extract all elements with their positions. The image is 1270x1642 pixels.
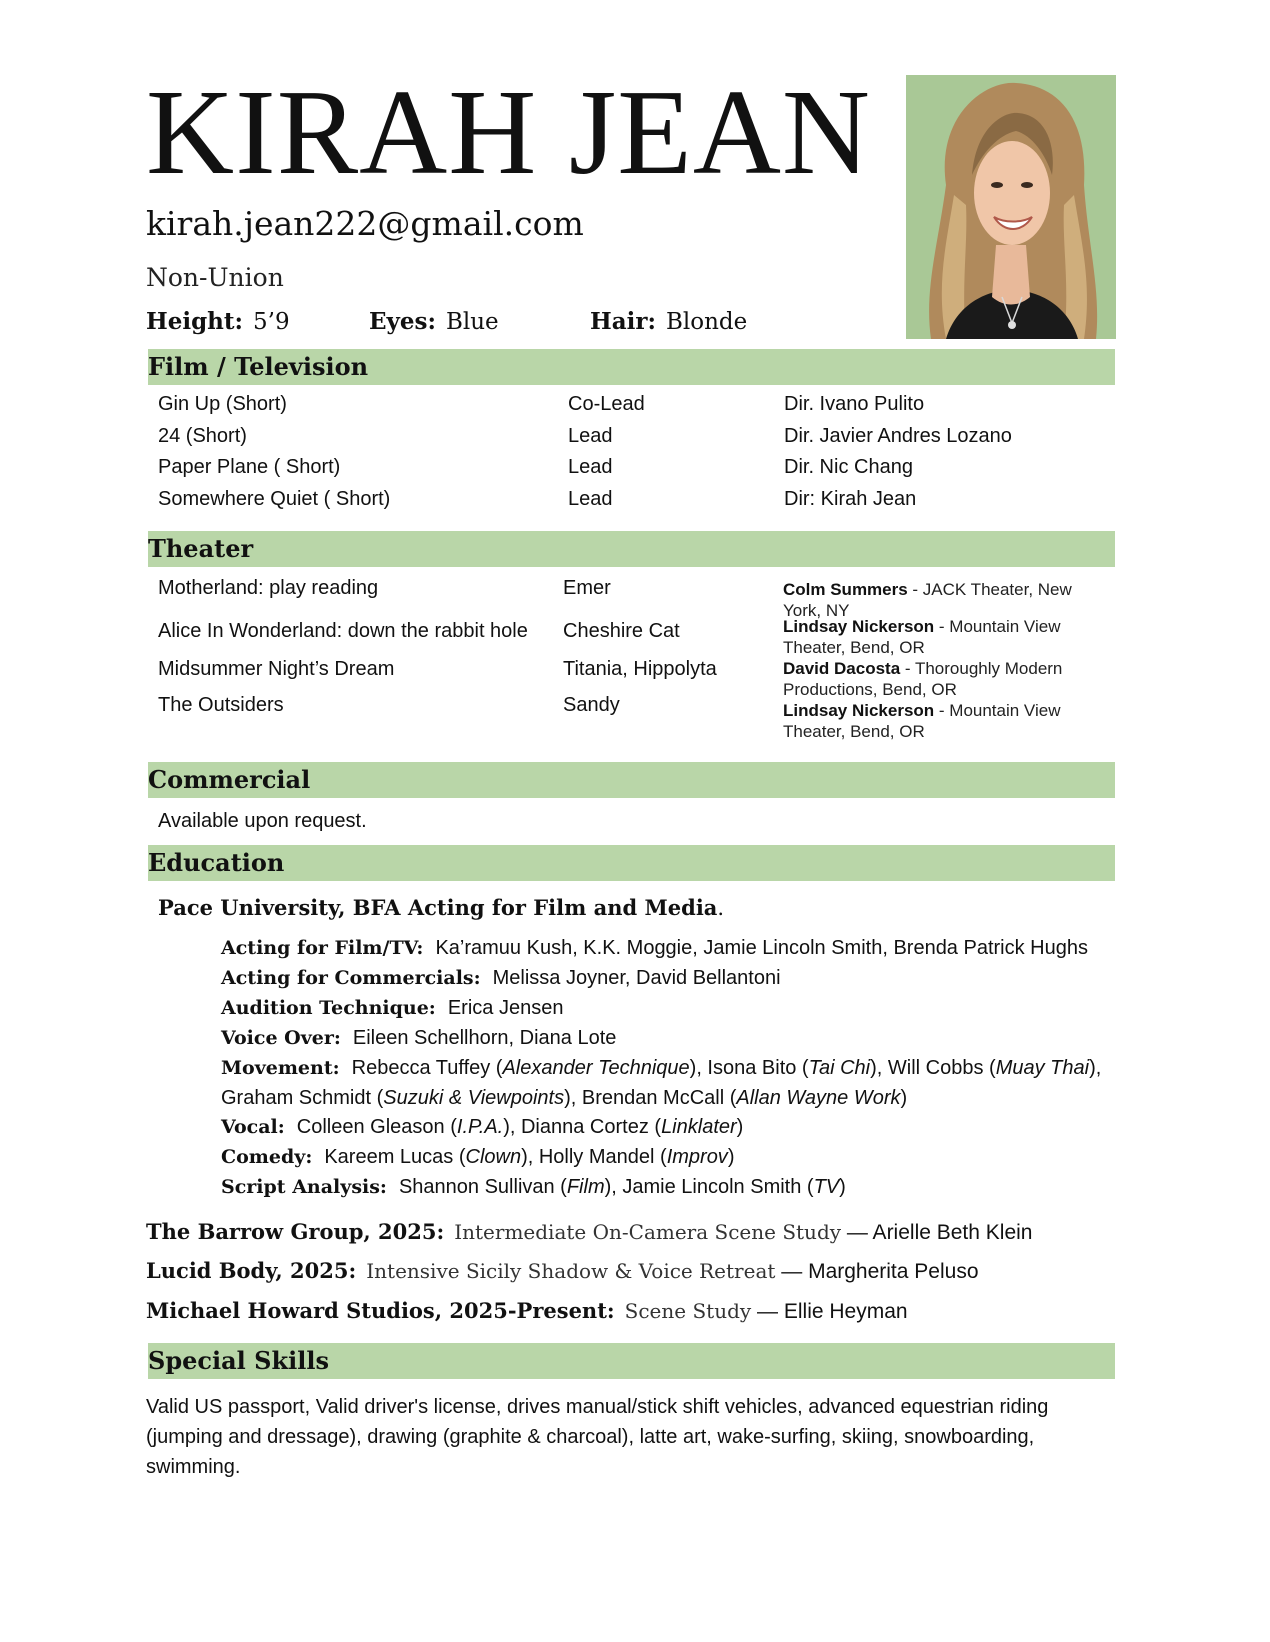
theater-title: Midsummer Night’s Dream bbox=[158, 658, 395, 680]
teacher-text: ), Isona Bito ( bbox=[689, 1057, 809, 1079]
vocal-label: Vocal: bbox=[221, 1116, 285, 1138]
class-teachers: Ka’ramuu Kush, K.K. Moggie, Jamie Lincoln Smith, Brenda Patrick Hughs bbox=[435, 937, 1088, 959]
class-line bbox=[221, 937, 1088, 960]
school-line bbox=[158, 895, 724, 920]
film-role: Lead bbox=[568, 456, 613, 478]
technique-name: Alexander Technique bbox=[502, 1057, 690, 1079]
teacher-text: Graham Schmidt ( bbox=[221, 1087, 384, 1109]
training-teacher: — Ellie Heyman bbox=[751, 1300, 908, 1323]
class-label: Audition Technique: bbox=[221, 997, 436, 1019]
actor-name: KIRAH JEAN bbox=[146, 65, 872, 200]
training-org: The Barrow Group, 2025: bbox=[146, 1219, 445, 1244]
class-teachers: Eileen Schellhorn, Diana Lote bbox=[352, 1027, 617, 1049]
section-title-theater: Theater bbox=[148, 534, 254, 563]
theater-title: The Outsiders bbox=[158, 694, 284, 716]
film-role: Co-Lead bbox=[568, 393, 645, 415]
technique-name: TV bbox=[813, 1176, 840, 1198]
class-label: Acting for Commercials: bbox=[221, 967, 481, 989]
movement-teachers-2 bbox=[221, 1087, 907, 1109]
height-value: 5’9 bbox=[253, 309, 290, 335]
class-line bbox=[221, 1027, 616, 1050]
section-title-film: Film / Television bbox=[148, 352, 369, 381]
comedy-teachers bbox=[324, 1146, 734, 1168]
script-teachers bbox=[399, 1176, 846, 1198]
class-label: Acting for Film/TV: bbox=[221, 937, 424, 959]
teacher-text: ) bbox=[839, 1176, 846, 1198]
teacher-text: Colleen Gleason ( bbox=[296, 1116, 457, 1138]
vocal-line bbox=[221, 1116, 743, 1139]
skills-text: Valid US passport, Valid driver's license, drives manual/stick shift vehicles, advanced equestrian riding (jumping and dressage), drawing (graphite & charcoal), latte art, wake-surfing, skiing, snowboarding, swimming. bbox=[146, 1396, 1049, 1478]
teacher-text: Rebecca Tuffey ( bbox=[351, 1057, 503, 1079]
film-director: Dir. Ivano Pulito bbox=[784, 393, 925, 415]
section-title-education: Education bbox=[148, 848, 285, 877]
teacher-text: ), Jamie Lincoln Smith ( bbox=[604, 1176, 814, 1198]
section-bar-commercial bbox=[148, 762, 1115, 798]
film-title: Somewhere Quiet ( Short) bbox=[158, 488, 391, 510]
training-org: Lucid Body, 2025: bbox=[146, 1258, 357, 1283]
theater-credit bbox=[783, 700, 1103, 742]
teacher-text: ), Will Cobbs ( bbox=[870, 1057, 996, 1079]
theater-role: Cheshire Cat bbox=[563, 620, 680, 642]
teacher-text: ), bbox=[1089, 1057, 1102, 1079]
film-director: Dir: Kirah Jean bbox=[784, 488, 917, 510]
vocal-teachers bbox=[297, 1116, 744, 1138]
film-title: Gin Up (Short) bbox=[158, 393, 287, 415]
theater-director: Colm Summers bbox=[783, 580, 908, 599]
section-bar-film bbox=[148, 349, 1115, 385]
training-line bbox=[146, 1258, 979, 1284]
eyes-stat bbox=[369, 308, 499, 335]
technique-name: I.P.A. bbox=[456, 1116, 504, 1138]
technique-name: Clown bbox=[465, 1146, 522, 1168]
teacher-text: ), Brendan McCall ( bbox=[564, 1087, 737, 1109]
training-course: Intermediate On-Camera Scene Study bbox=[454, 1220, 842, 1244]
teacher-text: ) bbox=[736, 1116, 744, 1138]
teacher-text: ) bbox=[727, 1146, 735, 1168]
technique-name: Allan Wayne Work bbox=[736, 1087, 901, 1109]
section-title-skills: Special Skills bbox=[148, 1346, 329, 1375]
headshot-photo bbox=[906, 75, 1116, 339]
training-course: Scene Study bbox=[624, 1299, 752, 1323]
training-org: Michael Howard Studios, 2025-Present: bbox=[146, 1298, 615, 1323]
theater-role: Emer bbox=[563, 577, 611, 599]
union-status: Non-Union bbox=[146, 263, 284, 292]
technique-name: Improv bbox=[666, 1146, 728, 1168]
training-course: Intensive Sicily Shadow & Voice Retreat bbox=[366, 1259, 776, 1283]
technique-name: Suzuki & Viewpoints bbox=[383, 1087, 565, 1109]
teacher-text: ) bbox=[900, 1087, 908, 1109]
movement-teachers-1 bbox=[352, 1057, 1102, 1079]
theater-director: Lindsay Nickerson bbox=[783, 617, 935, 636]
training-teacher: — Arielle Beth Klein bbox=[841, 1221, 1033, 1244]
school-name: Pace University, BFA Acting for Film and Media bbox=[158, 895, 718, 920]
film-director: Dir. Javier Andres Lozano bbox=[784, 425, 1012, 447]
theater-venue: - Mountain View Theater, Bend, OR bbox=[783, 617, 1061, 657]
training-teacher: — Margherita Peluso bbox=[775, 1260, 979, 1283]
theater-director: Lindsay Nickerson bbox=[783, 701, 935, 720]
teacher-text: ), Holly Mandel ( bbox=[521, 1146, 667, 1168]
class-teachers: Erica Jensen bbox=[447, 997, 564, 1019]
class-label: Voice Over: bbox=[221, 1027, 341, 1049]
height-label: Height: bbox=[146, 308, 244, 335]
script-label: Script Analysis: bbox=[221, 1176, 387, 1198]
section-bar-skills bbox=[148, 1343, 1115, 1379]
teacher-text: ), Dianna Cortez ( bbox=[503, 1116, 662, 1138]
film-role: Lead bbox=[568, 488, 613, 510]
theater-credit bbox=[783, 579, 1103, 621]
teacher-text: Shannon Sullivan ( bbox=[398, 1176, 567, 1198]
theater-role: Sandy bbox=[563, 694, 620, 716]
technique-name: Muay Thai bbox=[995, 1057, 1090, 1079]
film-role: Lead bbox=[568, 425, 613, 447]
hair-stat bbox=[590, 308, 747, 335]
theater-director: David Dacosta bbox=[783, 659, 901, 678]
hair-value: Blonde bbox=[665, 309, 748, 335]
movement-label: Movement: bbox=[221, 1057, 340, 1079]
theater-title: Motherland: play reading bbox=[158, 577, 379, 599]
theater-venue: - Thoroughly Modern Productions, Bend, OR bbox=[783, 659, 1063, 699]
eyes-label: Eyes: bbox=[369, 308, 436, 335]
class-line bbox=[221, 967, 781, 990]
comedy-label: Comedy: bbox=[221, 1146, 313, 1168]
technique-name: Linklater bbox=[661, 1116, 737, 1138]
eyes-value: Blue bbox=[445, 309, 499, 335]
height-stat bbox=[146, 308, 290, 335]
email-address[interactable]: kirah.jean222@gmail.com bbox=[146, 204, 584, 243]
theater-venue: - JACK Theater, New York, NY bbox=[783, 580, 1072, 620]
theater-venue: - Mountain View Theater, Bend, OR bbox=[783, 701, 1061, 741]
headshot-illustration bbox=[906, 75, 1116, 339]
teacher-text: Kareem Lucas ( bbox=[324, 1146, 466, 1168]
section-bar-theater bbox=[148, 531, 1115, 567]
training-line bbox=[146, 1219, 1032, 1245]
film-director: Dir. Nic Chang bbox=[784, 456, 913, 478]
section-title-commercial: Commercial bbox=[148, 765, 311, 794]
script-line bbox=[221, 1176, 846, 1199]
theater-credit bbox=[783, 616, 1103, 658]
movement-line-2 bbox=[221, 1087, 907, 1110]
technique-name: Tai Chi bbox=[808, 1057, 871, 1079]
class-line bbox=[221, 997, 563, 1020]
movement-line bbox=[221, 1057, 1101, 1080]
theater-title: Alice In Wonderland: down the rabbit hole bbox=[158, 620, 528, 642]
hair-label: Hair: bbox=[590, 308, 656, 335]
film-title: 24 (Short) bbox=[158, 425, 247, 447]
class-teachers: Melissa Joyner, David Bellantoni bbox=[492, 967, 781, 989]
school-period: . bbox=[717, 896, 725, 920]
technique-name: Film bbox=[566, 1176, 605, 1198]
section-bar-education bbox=[148, 845, 1115, 881]
comedy-line bbox=[221, 1146, 734, 1169]
theater-credit bbox=[783, 658, 1103, 700]
commercial-text: Available upon request. bbox=[158, 810, 367, 832]
theater-role: Titania, Hippolyta bbox=[563, 658, 717, 680]
film-title: Paper Plane ( Short) bbox=[158, 456, 341, 478]
training-line bbox=[146, 1298, 908, 1324]
